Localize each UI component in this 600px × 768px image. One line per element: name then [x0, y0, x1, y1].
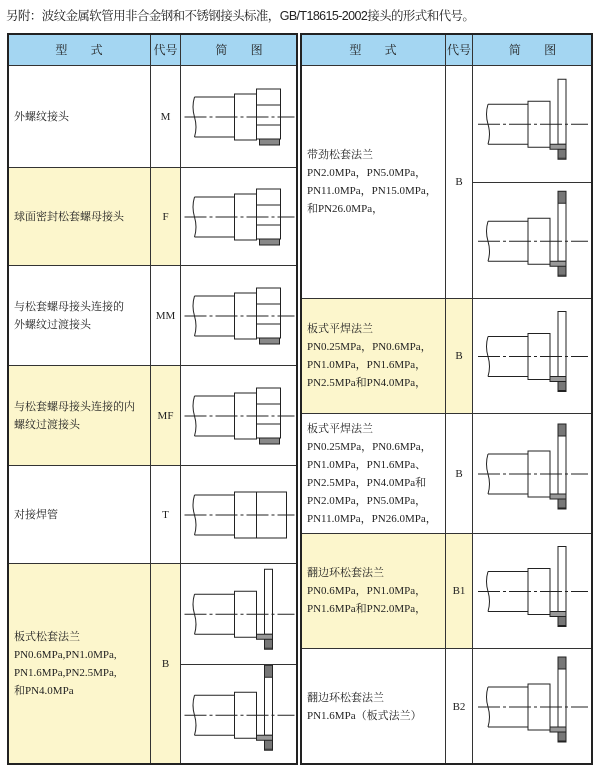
type-text-line: PN0.6MPa，PN1.0MPa， [307, 585, 427, 597]
left-row-1-code: F [150, 167, 181, 266]
right-row-2-drawing [472, 413, 593, 534]
left-row-0-type [7, 65, 151, 168]
type-text-line: 与松套螺母接头连接的 [14, 300, 124, 313]
type-text-line: 对接焊管 [14, 508, 58, 521]
type-text-line: PN2.0MPa，PN5.0MPa， [307, 167, 427, 179]
flange-drawing [473, 66, 593, 183]
right-row-0-drawing [472, 182, 593, 300]
right-row-2-type [300, 413, 446, 534]
type-text-line: PN0.25MPa，PN0.6MPa， [307, 440, 432, 453]
right-row-4-type [300, 648, 446, 765]
type-text-line: 带劲松套法兰 [307, 149, 373, 161]
type-text-line: 翻边环松套法兰 [307, 691, 384, 704]
flange-collar-drawing [473, 649, 593, 765]
flange-drawing [181, 564, 298, 665]
flange-collar-drawing [473, 183, 593, 300]
flange-collar-drawing [181, 665, 298, 766]
type-text-line: PN0.25MPa，PN0.6MPa， [307, 341, 432, 353]
right-row-0-drawing [472, 65, 593, 183]
left-row-4-drawing [180, 465, 298, 564]
right-row-0-code: B [445, 65, 473, 299]
type-text-line: PN2.5MPa，PN4.0MPa和 [307, 476, 427, 489]
right-drawing-header: 简 图 [472, 33, 593, 66]
left-row-5-drawing [180, 563, 298, 665]
type-text-line: 板式平焊法兰 [307, 422, 373, 435]
type-text-line: 和PN26.0MPa， [307, 203, 384, 215]
left-code-header: 代号 [150, 33, 181, 66]
left-row-0-code: M [150, 65, 181, 168]
right-row-2-code: B [445, 413, 473, 534]
type-text-line: PN1.6MPa（板式法兰） [307, 709, 422, 722]
left-row-4-type [7, 465, 151, 564]
page-title: 另附：波纹金属软管用非合金钢和不锈钢接头标准，GB/T18615-2002接头的形式和代号。 [6, 9, 475, 23]
left-row-3-drawing [180, 365, 298, 466]
adapter-female-drawing [181, 366, 298, 466]
right-code-header: 代号 [445, 33, 473, 66]
type-text-line: PN1.0MPa，PN1.6MPa， [307, 359, 427, 371]
type-text-line: PN1.6MPa,PN2.5MPa, [14, 667, 117, 679]
adapter-male-drawing [181, 266, 298, 366]
type-text-line: 球面密封松套螺母接头 [14, 210, 124, 223]
right-row-3-type [300, 533, 446, 649]
weld-pipe-drawing [181, 466, 298, 564]
left-row-5-type [7, 563, 151, 765]
left-row-3-type [7, 365, 151, 466]
flange-drawing [473, 299, 593, 414]
left-row-1-drawing [180, 167, 298, 266]
left-row-1-type [7, 167, 151, 266]
left-row-0-drawing [180, 65, 298, 168]
right-row-1-type [300, 298, 446, 414]
type-text-line: PN11.0MPa，PN26.0MPa， [307, 512, 437, 525]
male-thread-drawing [181, 66, 298, 168]
right-row-3-drawing [472, 533, 593, 649]
right-row-1-code: B [445, 298, 473, 414]
type-text-line: 和PN4.0MPa [14, 685, 74, 697]
left-row-5-drawing [180, 664, 298, 766]
left-type-header: 型 式 [7, 33, 151, 66]
left-row-2-drawing [180, 265, 298, 366]
type-text-line: PN1.6MPa和PN2.0MPa， [307, 603, 427, 615]
type-text-line: PN0.6MPa,PN1.0MPa, [14, 649, 117, 661]
type-text-line: 螺纹过渡接头 [14, 418, 80, 431]
left-row-3-code: MF [150, 365, 181, 466]
type-text-line: 翻边环松套法兰 [307, 567, 384, 579]
type-text-line: 外螺纹接头 [14, 110, 69, 123]
left-row-5-code: B [150, 563, 181, 765]
type-text-line: 板式松套法兰 [14, 631, 80, 643]
right-row-4-code: B2 [445, 648, 473, 765]
type-text-line: PN2.0MPa，PN5.0MPa， [307, 494, 427, 507]
left-row-2-code: MM [150, 265, 181, 366]
left-drawing-header: 简 图 [180, 33, 298, 66]
type-text-line: PN1.0MPa，PN1.6MPa、 [307, 458, 427, 471]
flange-collar-drawing [473, 414, 593, 534]
type-text-line: 板式平焊法兰 [307, 323, 373, 335]
left-row-2-type [7, 265, 151, 366]
type-text-line: 与松套螺母接头连接的内 [14, 400, 135, 413]
right-row-0-type [300, 65, 446, 299]
type-text-line: 外螺纹过渡接头 [14, 318, 91, 331]
right-row-4-drawing [472, 648, 593, 765]
left-row-4-code: T [150, 465, 181, 564]
flange-drawing [473, 534, 593, 649]
swivel-nut-drawing [181, 168, 298, 266]
right-row-3-code: B1 [445, 533, 473, 649]
type-text-line: PN11.0MPa，PN15.0MPa， [307, 185, 437, 197]
right-type-header: 型 式 [300, 33, 446, 66]
type-text-line: PN2.5MPa和PN4.0MPa， [307, 377, 427, 389]
right-row-1-drawing [472, 298, 593, 414]
